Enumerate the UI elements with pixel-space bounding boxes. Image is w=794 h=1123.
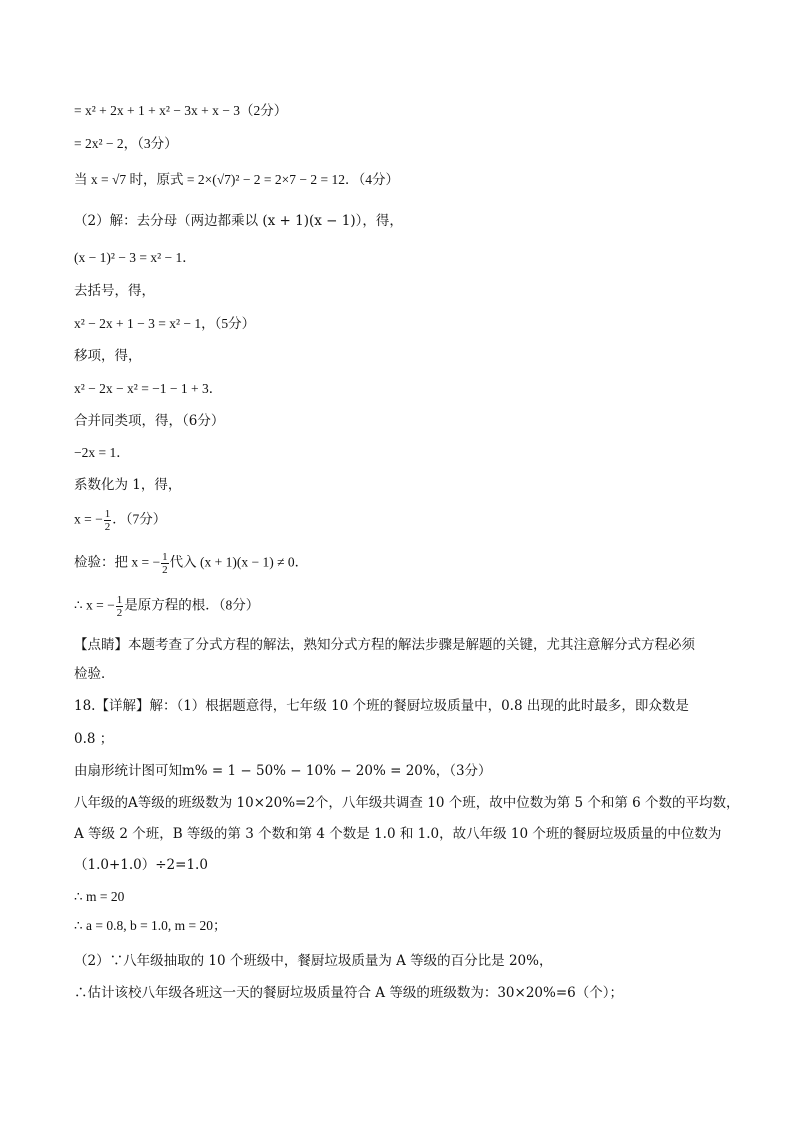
q18-median-explanation: A 等级 2 个班，B 等级的第 3 个数和第 4 个数是 1.0 和 1.0，故八年级 10 个班的餐厨垃圾质量的中位数为 bbox=[74, 826, 722, 842]
solution-suffix: ．（7分） bbox=[112, 511, 167, 527]
fraction-one-half bbox=[104, 508, 112, 533]
fraction-one-half bbox=[116, 594, 124, 619]
fraction-denominator: 2 bbox=[104, 521, 111, 533]
q18-detail-heading: 18.【详解】解：（1）根据题意得，七年级 10 个班的餐厨垃圾质量中，0.8 出现的此时最多，即众数是 bbox=[74, 698, 689, 714]
step-coefficient-label: 系数化为 1，得， bbox=[74, 477, 182, 493]
check-prefix: 检验：把 x = − bbox=[74, 554, 161, 570]
q18-answer-values: ∴ a = 0.8, b = 1.0, m = 20； bbox=[74, 918, 227, 933]
solution-line bbox=[74, 508, 166, 533]
fraction-numerator: 1 bbox=[162, 551, 168, 563]
conclusion-line bbox=[74, 594, 259, 619]
equation-combined: −2x = 1． bbox=[74, 445, 130, 460]
step-combine-label: 合并同类项，得，（6分） bbox=[74, 413, 225, 429]
fraction-denominator: 2 bbox=[116, 607, 123, 619]
equation-cleared: (x − 1)² − 3 = x² − 1． bbox=[74, 250, 196, 265]
solution-prefix: x = − bbox=[74, 511, 103, 527]
q18-mode-value: 0.8 ； bbox=[74, 731, 114, 747]
fraction-denominator: 2 bbox=[162, 564, 168, 576]
q18-median-calculation: （1.0+1.0）÷2=1.0 bbox=[74, 857, 208, 873]
step-transpose-label: 移项，得， bbox=[74, 348, 142, 364]
step-simplify: = 2x² − 2，（3分） bbox=[74, 136, 178, 151]
check-suffix: 代入 (x + 1)(x − 1) ≠ 0． bbox=[169, 554, 309, 570]
fraction-one-half bbox=[161, 551, 169, 576]
q18-pie-chart-note: 由扇形统计图可知m% = 1 − 50% − 10% − 20% = 20%，（3分） bbox=[74, 763, 492, 779]
fraction-numerator: 1 bbox=[116, 594, 123, 606]
step-remove-brackets-label: 去括号，得， bbox=[74, 283, 155, 299]
q18-part2-estimate: ∴估计该校八年级各班这一天的餐厨垃圾质量符合 A 等级的班级数为：30×20%=6（个）； bbox=[74, 985, 623, 1001]
step-evaluate: 当 x = √7 时，原式 = 2×(√7)² − 2 = 2×7 − 2 = 12．（4分） bbox=[74, 172, 400, 187]
q18-grade-a-count: 八年级的A等级的班级数为 10×20%=2个，八年级共调查 10 个班，故中位数为第 5 个和第 6 个数的平均数， bbox=[74, 795, 740, 811]
check-line bbox=[74, 551, 308, 576]
key-point-note: 【点睛】本题考查了分式方程的解法，熟知分式方程的解法步骤是解题的关键，尤其注意解分式方程必须 bbox=[74, 637, 695, 653]
fraction-numerator: 1 bbox=[104, 508, 111, 520]
part2-denominator: （2）解：去分母（两边都乘以 (x + 1)(x − 1)），得， bbox=[74, 213, 403, 229]
conclusion-suffix: 是原方程的根．（8分） bbox=[124, 597, 260, 613]
equation-transposed: x² − 2x − x² = −1 − 1 + 3． bbox=[74, 381, 223, 396]
key-point-note-continued: 检验． bbox=[74, 666, 115, 682]
conclusion-prefix: ∴ x = − bbox=[74, 597, 115, 613]
q18-part2-given: （2）∵八年级抽取的 10 个班级中，餐厨垃圾质量为 A 等级的百分比是 20%， bbox=[74, 953, 553, 969]
step-expand: = x² + 2x + 1 + x² − 3x + x − 3（2分） bbox=[74, 103, 288, 118]
equation-expanded: x² − 2x + 1 − 3 = x² − 1，（5分） bbox=[74, 316, 256, 331]
q18-m-value: ∴ m = 20 bbox=[74, 889, 125, 904]
